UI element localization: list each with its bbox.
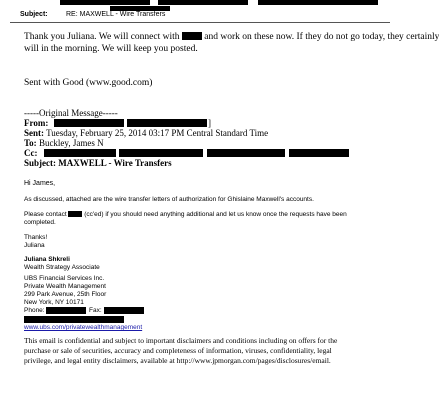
reply-line1-post: and work on these now. If they do not go today, they certainly	[204, 32, 439, 42]
redaction-bar	[60, 0, 150, 5]
original-subject-line	[24, 158, 172, 168]
to-label: To:	[24, 138, 37, 148]
header-divider	[10, 22, 390, 23]
disclaimer-line2: purchase or sale of securities, accuracy and completeness of information, viruses, confidentiality, legal	[24, 346, 332, 355]
redaction-bar	[127, 119, 207, 127]
cc-label: Cc:	[24, 148, 38, 158]
original-subject-value: MAXWELL - Wire Transfers	[58, 158, 172, 168]
reply-line1-pre: Thank you Juliana. We will connect with	[24, 32, 180, 42]
sig-address1: 299 Park Avenue, 25th Floor	[24, 291, 107, 298]
body-para2	[24, 211, 347, 218]
redaction-bar	[54, 119, 124, 127]
sig-fax-label: Fax:	[89, 307, 102, 314]
sent-line	[24, 128, 268, 138]
sig-division: Private Wealth Management	[24, 283, 106, 290]
redaction-bar	[46, 307, 86, 314]
reply-line2: will in the morning. We will keep you posted.	[24, 44, 198, 54]
sig-address2: New York, NY 10171	[24, 299, 84, 306]
redaction-bar	[104, 307, 144, 314]
sig-name: Juliana Shkreli	[24, 256, 70, 263]
to-line	[24, 138, 104, 148]
sent-label: Sent:	[24, 128, 44, 138]
greeting: Hi James,	[24, 180, 56, 187]
redaction-bar	[158, 0, 248, 5]
redaction-bar	[182, 32, 202, 40]
redaction-bar	[68, 211, 82, 217]
to-value: Buckley, James N	[38, 138, 104, 148]
header-subject-label: Subject:	[20, 11, 48, 18]
sig-company: UBS Financial Services Inc.	[24, 275, 105, 282]
header-subject-value: RE: MAXWELL - Wire Transfers	[66, 11, 166, 18]
body-para2-line2: completed.	[24, 219, 56, 226]
redaction-bar	[289, 149, 349, 157]
reply-line1	[24, 32, 439, 42]
sig-phone-label: Phone:	[24, 307, 45, 314]
disclaimer-line1: This email is confidential and subject to important disclaimers and conditions including on offers for the	[24, 336, 338, 345]
disclaimer-line3: privilege, and legal entity disclaimers, available at http://www.jpmorgan.com/pages/disclosures/email.	[24, 356, 331, 365]
sig-url-link[interactable]: www.ubs.com/privatewealthmanagement	[24, 324, 143, 331]
from-tail: ]	[208, 118, 211, 128]
body-para1: As discussed, attached are the wire transfer letters of authorization for Ghislaine Maxwell's accounts.	[24, 196, 314, 203]
sig-title: Wealth Strategy Associate	[24, 264, 100, 271]
redaction-bar	[44, 149, 116, 157]
original-divider: -----Original Message-----	[24, 108, 118, 118]
redaction-bar	[207, 149, 285, 157]
from-label: From:	[24, 118, 49, 128]
redaction-bar	[119, 149, 203, 157]
original-subject-label: Subject:	[24, 158, 56, 168]
redaction-bar	[258, 0, 378, 5]
thanks: Thanks!	[24, 234, 48, 241]
reply-signature: Sent with Good (www.good.com)	[24, 78, 153, 88]
body-para2-pre: Please contact	[24, 211, 67, 218]
thanks-name: Juliana	[24, 242, 45, 249]
body-para2-post: (cc'ed) if you should need anything additional and let us know once the requests have been	[84, 211, 347, 218]
redaction-bar	[24, 316, 124, 323]
sent-value: Tuesday, February 25, 2014 03:17 PM Central Standard Time	[46, 128, 269, 138]
